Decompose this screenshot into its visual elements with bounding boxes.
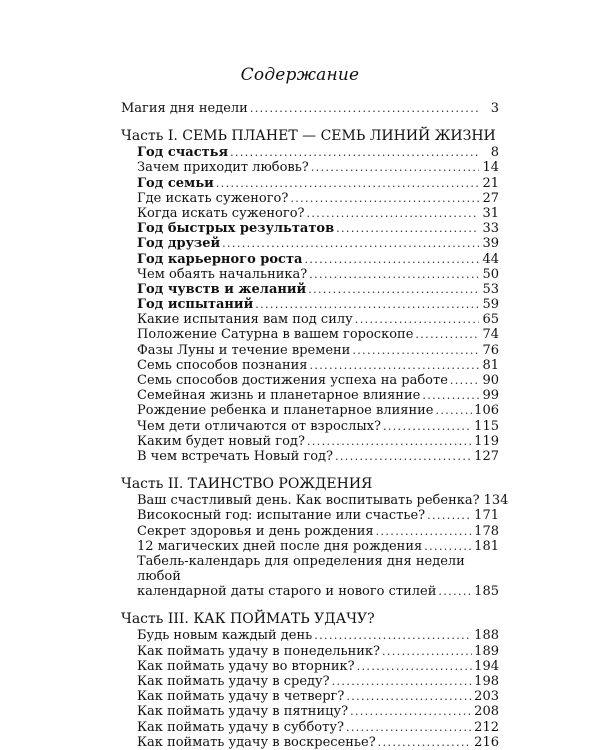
toc-entry xyxy=(121,434,499,449)
toc-entry xyxy=(121,236,499,251)
toc-page-number: 99 xyxy=(482,388,499,404)
toc-page-number: 27 xyxy=(482,190,499,206)
toc-entry-label: Год карьерного роста xyxy=(137,251,303,267)
toc-entry xyxy=(121,674,499,689)
toc-page-number: 194 xyxy=(474,658,499,674)
toc-page-number: 81 xyxy=(482,357,499,373)
toc-entry-line2 xyxy=(121,584,499,599)
toc-page-number: 8 xyxy=(490,145,499,161)
toc-entry xyxy=(121,659,499,674)
toc-entry-label: 12 магических дней после дня рождения xyxy=(137,538,423,554)
toc-entry-label: Год испытаний xyxy=(137,297,254,313)
part-2-entries xyxy=(121,493,509,554)
toc-entry xyxy=(121,297,499,312)
toc-entry-label-line2: календарной даты старого и нового стилей xyxy=(137,584,437,600)
toc-entry-label-line1: Табель-календарь для определения дня недели любой xyxy=(137,553,465,585)
toc-entry-label: Год друзей xyxy=(137,236,221,252)
toc-page-number: 127 xyxy=(474,448,499,464)
toc-entry-label: Год чувств и желаний xyxy=(137,281,307,297)
toc-page-number: 90 xyxy=(482,373,499,388)
dot-leader xyxy=(382,644,472,659)
dot-leader xyxy=(350,704,472,719)
toc-page-number: 171 xyxy=(474,508,499,524)
toc-page-number: 188 xyxy=(474,628,499,644)
toc-entry xyxy=(121,373,499,388)
toc-entry-label: Год семьи xyxy=(137,175,214,191)
toc-entry-label: Семь способов достижения успеха на работе xyxy=(137,373,448,388)
toc-page-number: 44 xyxy=(482,251,499,267)
toc-entry-intro xyxy=(121,101,499,116)
toc-page-number: 119 xyxy=(474,433,499,449)
toc-entry-label: Фазы Луны и течение времени xyxy=(137,342,351,358)
toc-entry-label: Как поймать удачу в понедельник? xyxy=(137,643,381,659)
toc-entry-label: Чем обаять начальника? xyxy=(137,266,308,282)
toc-entry xyxy=(121,388,499,403)
part-3-heading: Часть III. КАК ПОЙМАТЬ УДАЧУ? xyxy=(121,611,375,628)
toc-entry xyxy=(121,327,499,342)
toc-entry-label: Где искать суженого? xyxy=(137,190,289,206)
toc-entry xyxy=(121,628,499,643)
toc-entry-label: Как поймать удачу в среду? xyxy=(137,674,330,690)
toc-page-number: 134 xyxy=(483,493,509,509)
toc-entry-label: Секрет здоровья и день рождения xyxy=(137,523,374,539)
toc-page-number: 53 xyxy=(482,281,499,297)
toc-page-number: 203 xyxy=(474,689,499,705)
dot-leader xyxy=(290,191,479,206)
dot-leader xyxy=(309,267,479,282)
toc-entry-label: Как поймать удачу в воскресенье? xyxy=(137,734,376,750)
toc-page-number: 178 xyxy=(474,523,499,539)
toc-entry xyxy=(121,644,499,659)
toc-entry-label: Год счастья xyxy=(137,145,229,161)
dot-leader xyxy=(335,449,472,464)
dot-leader xyxy=(336,221,479,236)
toc-page-number: 208 xyxy=(474,704,499,720)
toc-entry-label: Високосный год: испытание или счастье? xyxy=(137,508,426,524)
dot-leader xyxy=(346,720,472,735)
toc-page-number: 198 xyxy=(474,674,499,690)
toc-entry-label: Магия дня недели xyxy=(121,101,248,116)
dot-leader xyxy=(378,735,473,750)
dot-leader xyxy=(355,312,479,327)
toc-entry-label: Чем дети отличаются от взрослых? xyxy=(137,418,381,434)
toc-entry-label: Как поймать удачу в субботу? xyxy=(137,719,344,735)
toc-entry xyxy=(121,312,499,327)
toc-entry xyxy=(121,206,499,221)
page-title: Содержание xyxy=(240,65,360,85)
part-2-heading: Часть II. ТАИНСТВО РОЖДЕНИЯ xyxy=(121,476,373,493)
toc-page-number: 181 xyxy=(474,538,499,554)
dot-leader xyxy=(304,252,479,267)
toc-entry-label: Как поймать удачу в четверг? xyxy=(137,689,345,705)
part-3-entries xyxy=(121,628,499,750)
toc-page-number: 106 xyxy=(474,403,499,419)
toc-entry-label: Положение Сатурна в вашем гороскопе xyxy=(137,327,414,343)
table-of-contents xyxy=(121,101,509,750)
toc-entry-label: Когда искать суженого? xyxy=(137,205,305,221)
toc-entry xyxy=(121,191,499,206)
toc-entry-label: Будь новым каждый день xyxy=(137,628,313,644)
toc-entry xyxy=(121,720,499,735)
toc-entry-label: Зачем приходит любовь? xyxy=(137,160,309,176)
toc-entry-multiline xyxy=(121,554,499,600)
toc-entry xyxy=(121,508,499,523)
dot-leader xyxy=(250,101,479,116)
dot-leader xyxy=(346,689,472,704)
toc-page-number: 212 xyxy=(474,719,499,735)
toc-entry-label: Каким будет новый год? xyxy=(137,433,305,449)
toc-entry-label: Как поймать удачу во вторник? xyxy=(137,658,355,674)
toc-entry xyxy=(121,403,499,418)
toc-page-number: 185 xyxy=(474,584,499,600)
toc-entry-label: В чем встречать Новый год? xyxy=(137,448,334,464)
toc-entry-label: Рождение ребенка и планетарное влияние xyxy=(137,403,434,419)
toc-page-number: 50 xyxy=(482,266,499,282)
dot-leader xyxy=(376,524,473,539)
dot-leader xyxy=(230,145,479,160)
toc-entry xyxy=(121,704,499,719)
dot-leader xyxy=(427,508,472,523)
toc-entry xyxy=(121,419,499,434)
toc-entry xyxy=(121,145,499,160)
dot-leader xyxy=(415,327,479,342)
toc-page-number: 65 xyxy=(482,312,499,328)
toc-entry xyxy=(121,282,499,297)
toc-entry xyxy=(121,524,499,539)
toc-entry xyxy=(121,539,499,554)
toc-page-number: 31 xyxy=(482,205,499,221)
dot-leader xyxy=(307,206,480,221)
dot-leader xyxy=(435,403,472,418)
dot-leader xyxy=(314,628,472,643)
toc-page-number: 76 xyxy=(482,342,499,358)
toc-entry xyxy=(121,343,499,358)
toc-entry-label: Семь способов познания xyxy=(137,357,308,373)
toc-page-number: 39 xyxy=(482,236,499,252)
dot-leader xyxy=(309,358,479,373)
toc-entry xyxy=(121,221,499,236)
toc-page-number: 59 xyxy=(482,297,499,313)
dot-leader xyxy=(424,539,472,554)
toc-entry xyxy=(121,267,499,282)
dot-leader xyxy=(308,282,479,297)
dot-leader xyxy=(222,236,479,251)
toc-page-number: 189 xyxy=(474,643,499,659)
dot-leader xyxy=(255,297,479,312)
toc-page-number: 33 xyxy=(482,221,499,237)
toc-entry-label: Как поймать удачу в пятницу? xyxy=(137,704,349,720)
dot-leader xyxy=(311,160,479,175)
dot-leader xyxy=(307,434,472,449)
toc-entry-label: Семейная жизнь и планетарное влияние xyxy=(137,388,421,404)
toc-entry xyxy=(121,358,499,373)
dot-leader xyxy=(450,373,479,388)
toc-page-number: 3 xyxy=(490,101,499,116)
dot-leader xyxy=(332,674,473,689)
toc-page-number: 21 xyxy=(482,175,499,191)
dot-leader xyxy=(352,343,479,358)
toc-entry-label: Ваш счастливый день. Как воспитывать ребенка? xyxy=(137,493,480,509)
toc-entry xyxy=(121,449,499,464)
dot-leader xyxy=(216,176,479,191)
toc-entry xyxy=(121,735,499,750)
toc-entry xyxy=(121,160,499,175)
toc-entry xyxy=(121,689,499,704)
dot-leader xyxy=(422,388,479,403)
toc-entry xyxy=(121,176,499,191)
toc-page-number: 14 xyxy=(482,160,499,176)
toc-page-number: 216 xyxy=(474,734,499,750)
dot-leader xyxy=(383,419,472,434)
toc-entry-label: Какие испытания вам под силу xyxy=(137,312,353,328)
dot-leader xyxy=(438,584,472,599)
toc-entry-label: Год быстрых результатов xyxy=(137,221,335,237)
toc-page-number: 74 xyxy=(482,327,499,343)
dot-leader xyxy=(357,659,473,674)
toc-entry xyxy=(121,493,509,509)
part-1-heading: Часть I. СЕМЬ ПЛАНЕТ — СЕМЬ ЛИНИЙ ЖИЗНИ xyxy=(121,128,496,145)
toc-entry xyxy=(121,252,499,267)
part-1-entries xyxy=(121,145,499,464)
toc-page-number: 115 xyxy=(474,418,499,434)
